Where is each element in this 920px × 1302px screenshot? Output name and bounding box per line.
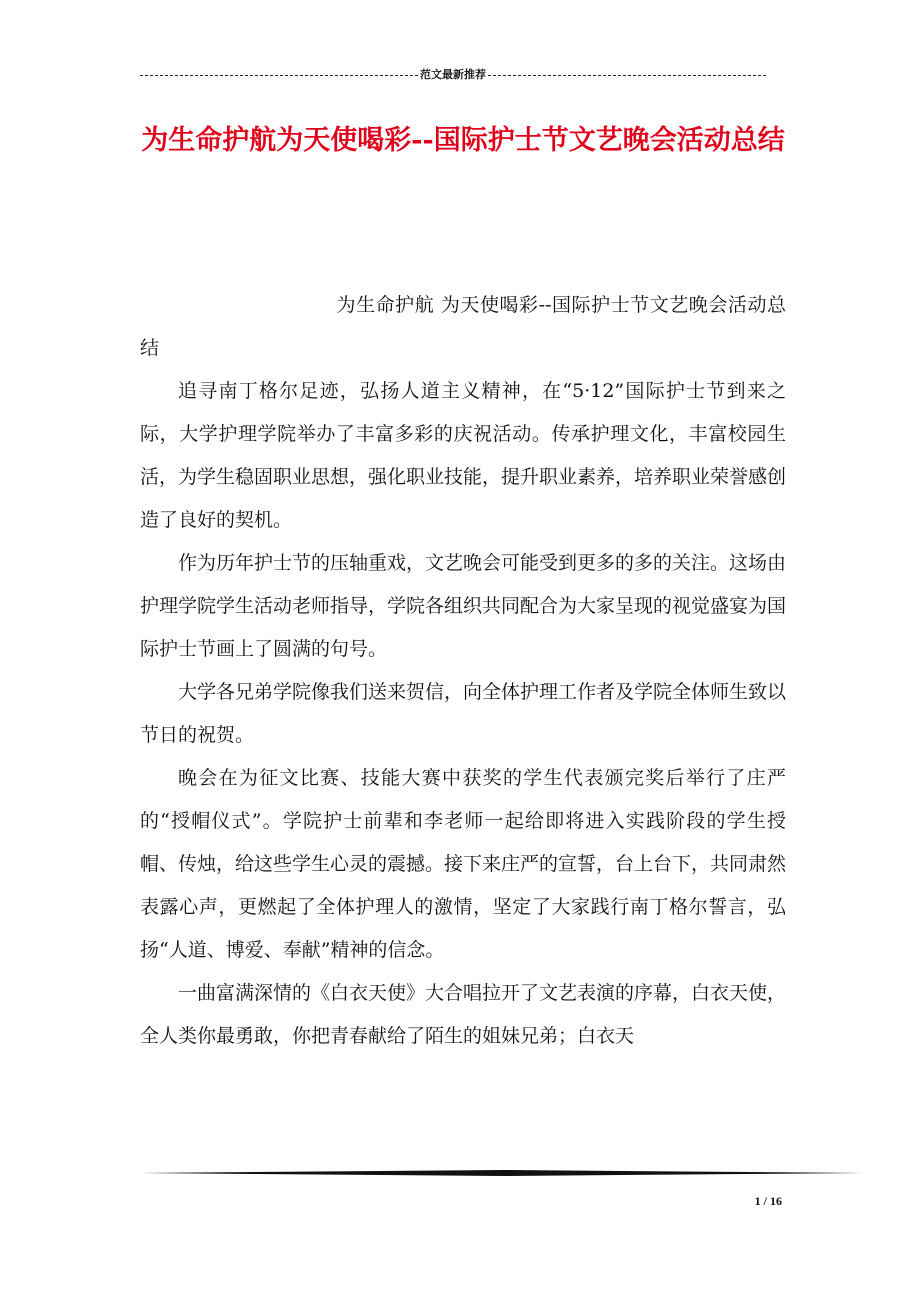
document-subtitle: [140, 284, 786, 370]
header-dash-right: [488, 75, 766, 76]
header-label: 范文最新推荐: [420, 68, 486, 81]
header-dash-left: [140, 75, 418, 76]
paragraph: 大学各兄弟学院像我们送来贺信，向全体护理工作者及学院全体师生致以节日的祝贺。: [140, 681, 787, 746]
paragraph: 晚会在为征文比赛、技能大赛中获奖的学生代表颁完奖后举行了庄严的“授帽仪式”。学院护士前辈和李老师一起给即将进入实践阶段的学生授帽、传烛，给这些学生心灵的震撼。接下来庄严的宣誓，台上台下，共同肃然表露心声，更燃起了全体护理人的激情，坚定了大家践行南丁格尔誓言，弘扬“人道、博爱、奉献”精神的信念。: [140, 767, 787, 961]
paragraph: 作为历年护士节的压轴重戏，文艺晚会可能受到更多的多的关注。这场由护理学院学生活动老师指导，学院各组织共同配合为大家呈现的视觉盛宴为国际护士节画上了圆满的句号。: [140, 552, 787, 660]
footer-divider: [140, 1170, 864, 1176]
subtitle-text: 为生命护航 为天使喝彩--国际护士节文艺晚会活动总结: [140, 294, 786, 359]
page-header: [140, 66, 766, 82]
paragraph: 一曲富满深情的《白衣天使》大合唱拉开了文艺表演的序幕，白衣天使，全人类你最勇敢，你把青春献给了陌生的姐妹兄弟；白衣天: [140, 982, 787, 1047]
paragraph: 追寻南丁格尔足迹，弘扬人道主义精神，在“5·12”国际护士节到来之际，大学护理学院举办了丰富多彩的庆祝活动。传承护理文化，丰富校园生活，为学生稳固职业思想，强化职业技能，提升职业素养，培养职业荣誉感创造了良好的契机。: [140, 380, 787, 531]
document-title: 为生命护航为天使喝彩--国际护士节文艺晚会活动总结: [141, 125, 785, 156]
page-number: 1 / 16: [754, 1194, 782, 1208]
document-body: [140, 284, 786, 1058]
